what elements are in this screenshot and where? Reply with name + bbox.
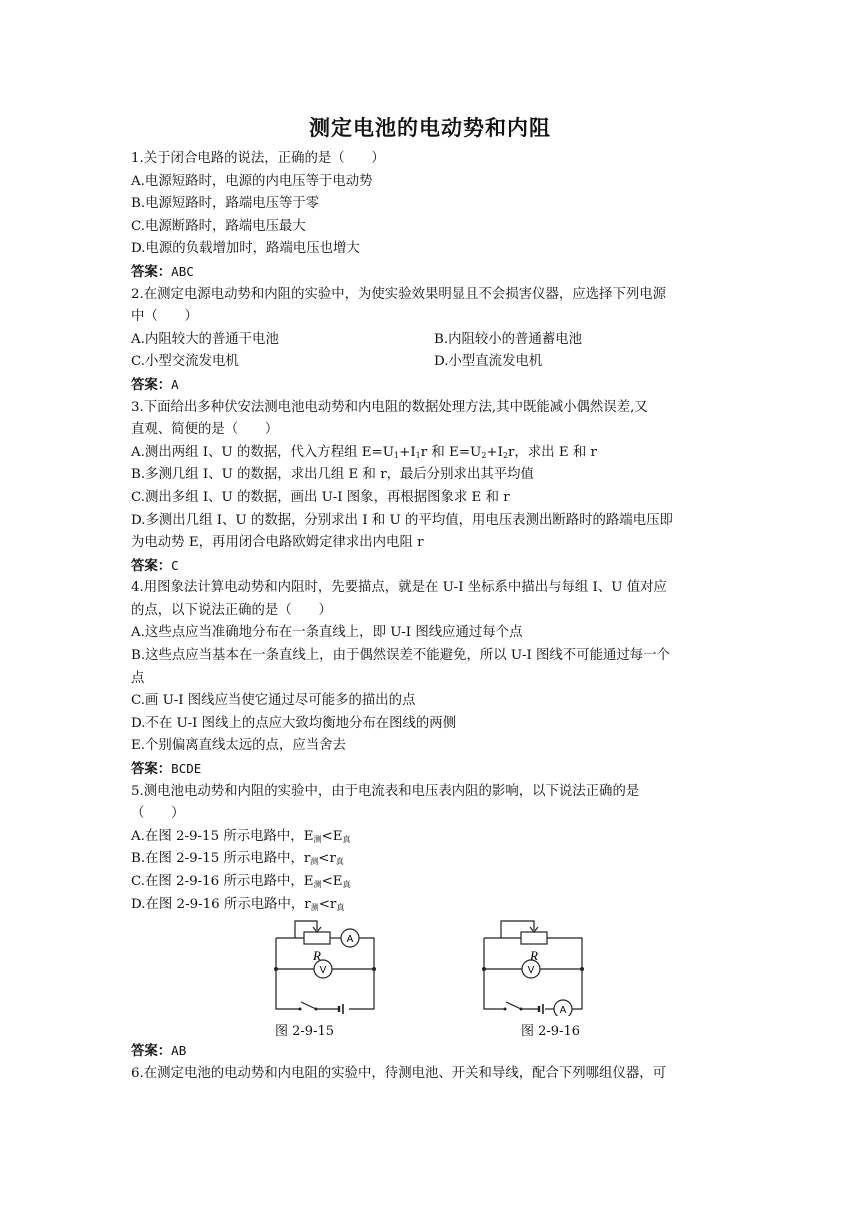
q5-option-b-text: <r [318,851,336,867]
q3-option-b: B.多测几组 I、U 的数据，求出几组 E 和 r，最后分别求出其平均值 [131,467,534,483]
subscript: 真 [336,902,345,912]
q2-stem-line1: 2.在测定电源电动势和内阻的实验中，为使实验效果明显且不会损害仪器，应选择下列电源 [131,286,667,302]
q4-option-d: D.不在 U-I 图线上的点应大致均衡地分布在图线的两侧 [131,715,457,731]
rheostat [304,932,330,944]
q2-option-a: A.内阻较大的普通干电池 [131,331,279,347]
q2-option-b: B.内阻较小的普通蓄电池 [434,331,583,347]
q1-option-b: B.电源短路时，路端电压等于零 [131,196,320,212]
rheostat-slider-wire [295,921,317,938]
q2-options-row2 [131,351,737,374]
junction-dot [274,967,278,971]
switch-contact [520,1008,523,1011]
q3-option-a-text: +I [399,444,416,460]
q5-option-c-text: C.在图 2-9-16 所示电路中，E [131,874,314,889]
q5-option-b-text: B.在图 2-9-15 所示电路中，r [131,851,311,867]
answer-label: 答案： [131,264,172,280]
q4-option-e: E.个别偏离直线太远的点，应当舍去 [131,738,346,754]
switch [506,1002,521,1009]
q4-option-c: C.画 U-I 图线应当使它通过尽可能多的描出的点 [131,693,416,709]
wire [349,938,374,1009]
q2-answer [131,374,737,397]
q4-stem-line2: 的点，以下说法正确的是（ ） [131,602,332,618]
q3-option-a-text: A.测出两组 I、U 的数据，代入方程组 E=U [131,444,395,460]
q2-option-c: C.小型交流发电机 [131,354,239,370]
q3-option-c: C.测出多组 I、U 的数据，画出 U-I 图象，再根据图象求 E 和 r [131,489,510,505]
q5-option-b [131,848,737,871]
resistor-label: R [530,948,538,964]
q3-answer-value: C [171,557,179,573]
q2-option-d: D.小型直流发电机 [434,354,543,370]
q5-stem-line1: 5.测电池电动势和内阻的实验中，由于电流表和电压表内阻的影响，以下说法正确的是 [131,783,640,799]
subscript: 2 [502,450,509,460]
subscript: 真 [342,880,351,889]
subscript: 测 [310,857,319,867]
q3-option-a-text: r 和 E=U [420,444,482,460]
page-title: 测定电池的电动势和内阻 [309,116,551,140]
q5-option-c-text: <E [321,874,343,889]
q5-figures [131,916,737,1040]
switch [301,1002,316,1009]
q3-stem-line2: 直观、简便的是（ ） [131,422,279,438]
q1-option-a: A.电源短路时，电源的内电压等于电动势 [131,173,373,189]
q5-answer-value: AB [171,1043,187,1059]
subscript: 真 [335,857,344,867]
q5-option-a-text: <E [321,828,343,844]
q5-stem-line2: （ ） [131,806,185,822]
switch-contact [299,1008,302,1011]
switch-contact [504,1008,507,1011]
q5-option-d-text: <r [318,896,337,912]
figure-caption-2-9-16: 图 2-9-16 [521,1024,581,1040]
q1-option-d: D.电源的负载增加时，路端电压也增大 [131,241,360,257]
junction-dot [580,967,584,971]
subscript: 1 [415,450,421,460]
wire [547,938,582,1009]
q4-answer-value: BCDE [171,761,202,777]
resistor-label: R [313,948,321,964]
q3-answer [131,555,737,578]
subscript: 测 [313,880,322,889]
q1-option-c: C.电源断路时，路端电压最大 [131,218,306,234]
q3-option-a-text: +I [486,444,503,460]
subscript: 测 [310,902,319,912]
subscript: 测 [313,834,322,844]
q1-answer [131,261,737,284]
q1-stem: 1.关于闭合电路的说法，正确的是（ ） [131,151,385,166]
wire [484,938,504,1009]
q4-option-b-line1: B.这些点应当基本在一条直线上，由于偶然误差不能避免，所以 U-I 图线不可能通过每一个 [131,648,670,664]
q5-option-d [131,894,737,917]
q4-stem-line1: 4.用图象法计算电动势和内阻时，先要描点，就是在 U-I 坐标系中描出与每组 I、U 值对应 [131,580,667,596]
answer-label: 答案： [131,377,172,393]
voltmeter-label: V [527,965,535,977]
q6-stem-line1: 6.在测定电池的电动势和内电阻的实验中，待测电池、开关和导线，配合下列哪组仪器，可 [131,1065,667,1081]
q4-option-a: A.这些点应当准确地分布在一条直线上，即 U-I 图线应通过每个点 [131,625,523,641]
circuit-diagram-2-9-15 [271,916,383,1016]
answer-label: 答案： [131,762,172,778]
q4-answer [131,758,737,781]
switch-contact [315,1008,318,1011]
rheostat-slider-wire [501,921,534,938]
q4-option-b-line2: 点 [131,670,145,686]
q3-option-a-text: r，求出 E 和 r [508,444,597,460]
q3-option-d-line1: D.多测出几组 I、U 的数据，分别求出 I 和 U 的平均值，用电压表测出断路时的路端电压即 [131,512,673,528]
rheostat [521,932,547,944]
answer-label: 答案： [131,558,172,574]
q3-option-d-line2: 为电动势 E，再用闭合电路欧姆定律求出内电阻 r [131,535,424,551]
q2-options-row1 [131,329,737,352]
voltmeter-label: V [319,965,327,977]
subscript: 1 [394,450,400,460]
q2-stem-line2: 中（ ） [131,309,198,325]
q3-stem-line1: 3.下面给出多种伏安法测电池电动势和内电阻的数据处理方法,其中既能减小偶然误差,又 [131,399,648,415]
q1-answer-value: ABC [171,263,194,279]
ammeter-label: A [346,934,354,946]
q3-option-a [131,442,737,465]
circuit-diagram-2-9-16 [479,916,591,1016]
q5-option-c [131,871,737,894]
figure-caption-2-9-15: 图 2-9-15 [275,1024,335,1040]
wire [276,938,299,1009]
subscript: 真 [342,834,351,844]
q5-option-d-text: D.在图 2-9-16 所示电路中，r [131,896,311,912]
junction-dot [482,967,486,971]
question-list [131,148,737,1085]
q5-option-a-text: A.在图 2-9-15 所示电路中，E [131,828,314,844]
ammeter-label: A [559,1005,567,1017]
q2-answer-value: A [171,376,179,392]
q5-option-a [131,826,737,849]
subscript: 2 [481,450,487,460]
answer-label: 答案： [131,1044,172,1060]
junction-dot [372,967,376,971]
q5-answer [131,1040,737,1063]
